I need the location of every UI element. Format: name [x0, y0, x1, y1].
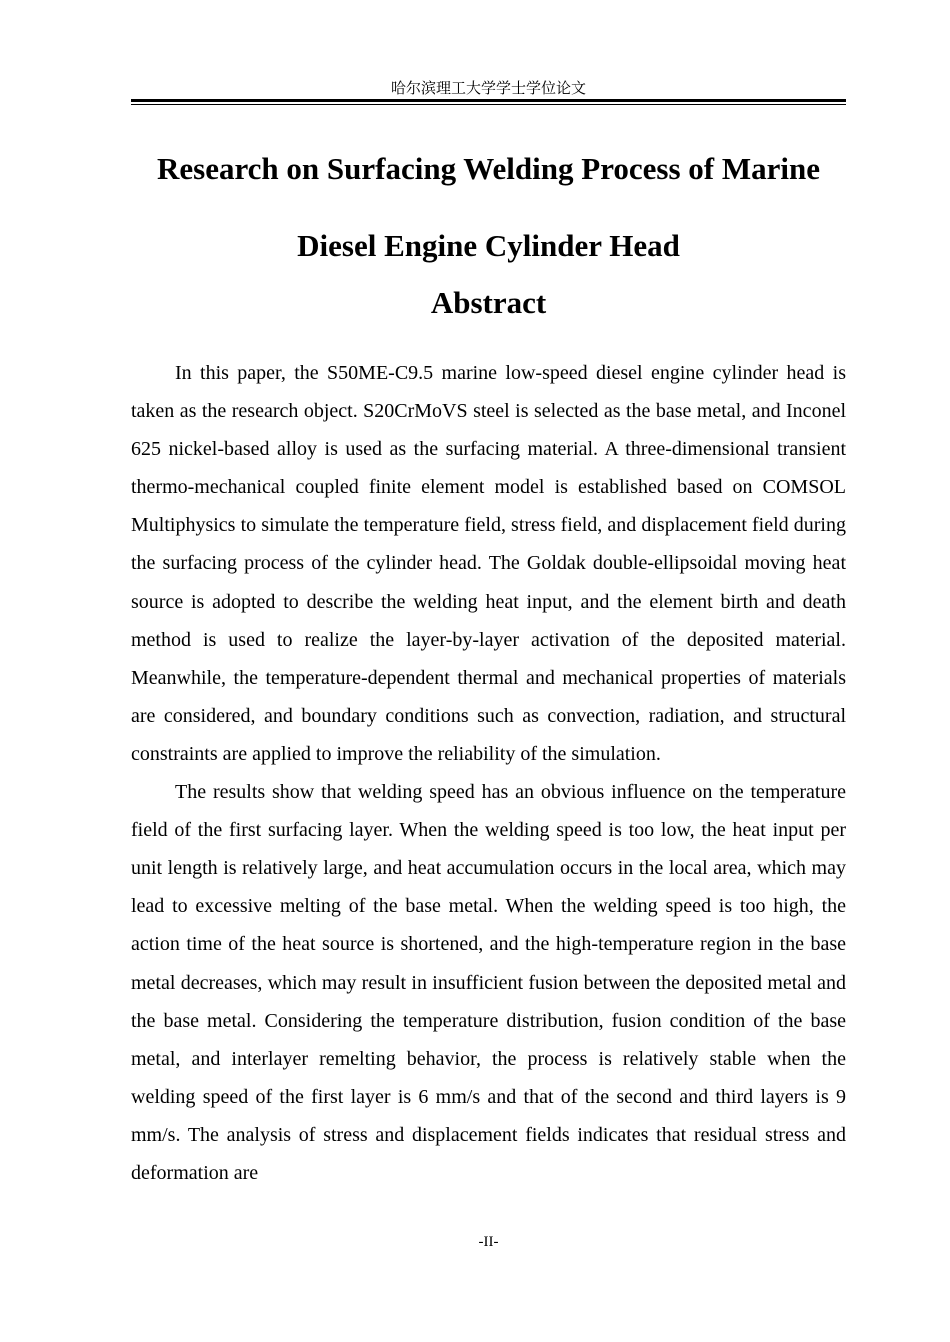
abstract-paragraph-1: In this paper, the S50ME-C9.5 marine low-speed diesel engine cylinder head is taken as the research object. S20CrMoVS steel is selected as the base metal, and Inconel 625 nickel-based alloy is used as the surfacing material. A three-dimensional transient thermo-mechanical coupled finite element model is established based on COMSOL Multiphysics to simulate the temperature field, stress field, and displacement field during the surfacing process of the cylinder head. The Goldak double-ellipsoidal moving heat source is adopted to describe the welding heat input, and the element birth and death method is used to realize the layer-by-layer activation of the deposited material. Meanwhile, the temperature-dependent thermal and mechanical properties of materials are considered, and boundary conditions such as convection, radiation, and structural constraints are applied to improve the reliability of the simulation.	[131, 362, 846, 765]
running-header: 哈尔滨理工大学学士学位论文	[390, 79, 586, 97]
paper-title	[110, 130, 867, 284]
paper-title-line-2: Diesel Engine Cylinder Head	[297, 228, 680, 263]
header-rule-thin	[131, 104, 846, 105]
header-rule-thick	[131, 99, 846, 102]
abstract-heading: Abstract	[430, 285, 547, 320]
paper-title-line-1: Research on Surfacing Welding Process of Marine	[156, 151, 821, 186]
abstract-body	[131, 354, 846, 1192]
page-number: -II-	[478, 1234, 499, 1250]
abstract-paragraph-2: The results show that welding speed has an obvious influence on the temperature field of the first surfacing layer. When the welding speed is too low, the heat input per unit length is relatively large, and heat accumulation occurs in the local area, which may lead to excessive melting of the base metal. When the welding speed is too high, the action time of the heat source is shortened, and the high-temperature region in the base metal decreases, which may result in insufficient fusion between the deposited metal and the base metal. Considering the temperature distribution, fusion condition of the base metal, and interlayer remelting behavior, the process is relatively stable when the welding speed of the first layer is 6 mm/s and that of the second and third layers is 9 mm/s. The analysis of stress and displacement fields indicates that residual stress and deformation are	[131, 781, 846, 1184]
